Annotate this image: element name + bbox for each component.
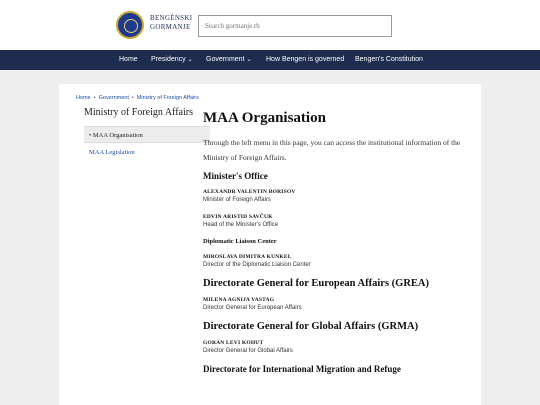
person-entry <box>203 213 473 230</box>
coat-of-arms-icon[interactable] <box>116 11 144 39</box>
person-name: ALEXANDR VALENTIN BORISOV <box>203 189 296 195</box>
search-input[interactable] <box>198 15 392 37</box>
brand-line-2: GORMANJE <box>150 23 191 31</box>
breadcrumb-home[interactable]: Home <box>76 95 91 101</box>
subsection-heading-diplomatic-liaison: Diplomatic Liaison Center <box>203 238 277 245</box>
intro-text: Through the left menu in this page, you can access the institutional information of the Ministry of Foreign Affairs. <box>203 138 461 162</box>
sidebar-item-maa-legislation[interactable]: MAA Legislation <box>89 149 135 156</box>
person-name: MIROSLAVA DIMITRA KUNKEL <box>203 254 292 260</box>
nav-home-label: Home <box>119 56 138 63</box>
person-name: EDVIN ARISTID SAVČUK <box>203 214 273 220</box>
nav-government-label: Government <box>206 56 245 63</box>
nav-constitution[interactable] <box>355 50 423 70</box>
main-content <box>203 110 473 381</box>
breadcrumb-separator: • <box>93 95 96 101</box>
section-heading-migration: Directorate for International Migration and Refuge <box>203 364 401 374</box>
page-title: MAA Organisation <box>203 110 326 126</box>
person-entry <box>203 296 473 313</box>
chevron-down-icon: ⌄ <box>246 57 252 63</box>
section-heading-grma: Directorate General for Global Affairs (GRMA) <box>203 321 419 332</box>
person-role: Director of the Diplomatic Liaison Center <box>203 262 311 268</box>
nav-presidency[interactable] <box>151 50 193 70</box>
section-heading-ministers-office: Minister's Office <box>203 171 268 181</box>
breadcrumb-ministry[interactable]: Ministry of Foreign Affairs <box>136 95 199 101</box>
person-role: Minister of Foreign Affairs <box>203 197 271 203</box>
breadcrumb <box>76 95 199 101</box>
nav-how-governed[interactable] <box>266 50 344 70</box>
person-name: MILENA AGNIJA VASTAG <box>203 297 275 303</box>
nav-home[interactable] <box>119 50 138 70</box>
nav-government[interactable] <box>206 50 252 70</box>
site-brand[interactable] <box>150 14 200 32</box>
person-entry <box>203 188 473 205</box>
site-header <box>0 0 540 50</box>
person-role: Director General for Global Affairs <box>203 348 293 354</box>
brand-line-1: BENGÉNSKI <box>150 14 193 22</box>
sidebar-title: Ministry of Foreign Affairs <box>84 107 193 118</box>
person-entry <box>203 253 473 270</box>
breadcrumb-government[interactable]: Government <box>98 95 129 101</box>
main-nav <box>0 50 540 70</box>
nav-constitution-label: Bengen's Constitution <box>355 56 423 63</box>
breadcrumb-separator: • <box>131 95 134 101</box>
sidebar-item-maa-organisation[interactable]: • MAA Organisation <box>84 126 210 143</box>
nav-how-governed-label: How Bengen is governed <box>266 56 345 63</box>
person-role: Head of the Minister's Office <box>203 222 279 228</box>
section-heading-grea: Directorate General for European Affairs (GREA) <box>203 278 429 289</box>
chevron-down-icon: ⌄ <box>187 57 193 63</box>
person-role: Director General for European Affairs <box>203 305 302 311</box>
person-name: GORAN LEVI KOHUT <box>203 340 264 346</box>
nav-presidency-label: Presidency <box>151 56 186 63</box>
person-entry <box>203 339 473 356</box>
